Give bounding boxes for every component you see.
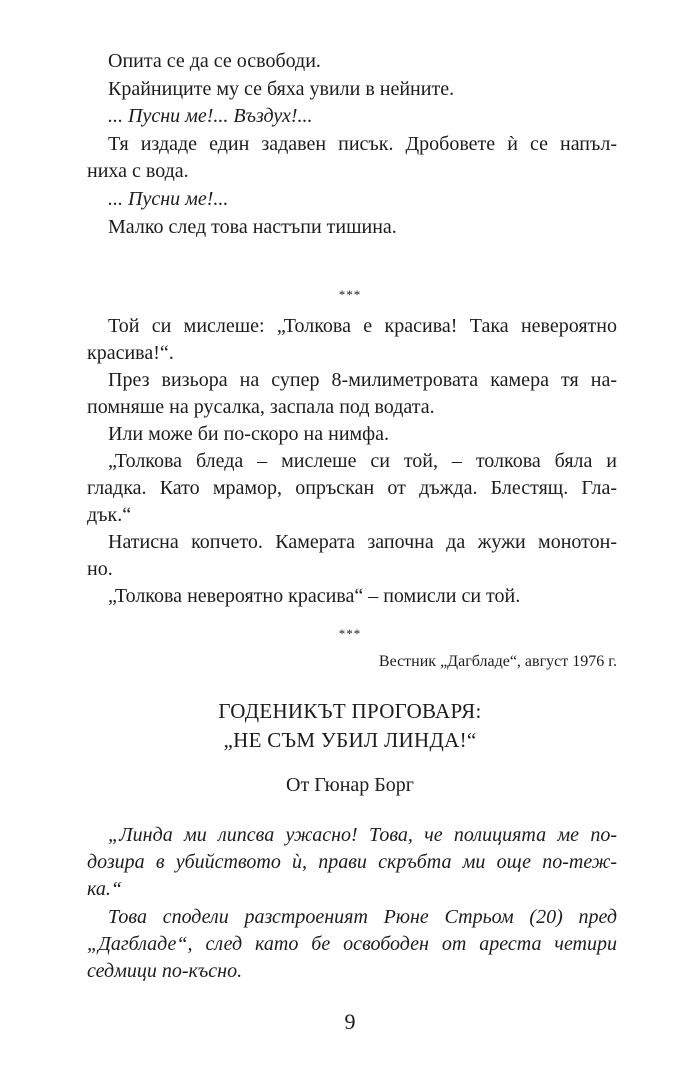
text-line: Опита се да се освободи. <box>108 50 321 72</box>
text-line: Малко след това настъпи тишина. <box>108 216 397 238</box>
newspaper-source: Вестник „Дагбладе“, август 1976 г. <box>378 653 617 670</box>
text-line: Или може би по-скоро на нимфа. <box>108 423 390 445</box>
section-separator: *** <box>338 626 362 641</box>
text-line: „Линда ми липсва ужасно! Това, че полицията ме по- <box>108 824 617 846</box>
text-line: ... Пусни ме!... Въздух!... <box>108 105 313 127</box>
headline-line-1: ГОДЕНИКЪТ ПРОГОВАРЯ: <box>218 699 482 723</box>
text-line: дозира в убийството ѝ, прави скръбта ми още по-теж- <box>87 851 617 873</box>
text-line: „Дагбладе“, след като бе освободен от ареста четири <box>87 933 617 955</box>
text-line: седмици по-късно. <box>87 960 243 982</box>
text-line: Той си мислеше: „Толкова е красива! Така невероятно <box>108 315 617 337</box>
text-line: „Толкова бледа – мислеше си той, – толкова бяла и <box>108 450 617 472</box>
text-line: „Толкова невероятно красива“ – помисли си той. <box>108 585 521 607</box>
text-line: красива!“. <box>87 342 174 364</box>
text-line: Крайниците му се бяха увили в нейните. <box>108 78 455 100</box>
byline: От Гюнар Борг <box>286 774 414 796</box>
headline-line-2: „НЕ СЪМ УБИЛ ЛИНДА!“ <box>223 728 477 752</box>
text-line: Натисна копчето. Камерата започна да жужи монотон- <box>108 531 617 553</box>
text-line: Това сподели разстроеният Рюне Стрьом (20) пред <box>108 906 617 928</box>
text-line: През визьора на супер 8-милиметровата камера тя на- <box>108 369 617 391</box>
text-line: гладка. Като мрамор, опръскан от дъжда. Блестящ. Гла- <box>87 477 617 499</box>
section-separator: *** <box>338 287 362 302</box>
text-line: Тя издаде един задавен писък. Дробовете ѝ се напъл- <box>108 133 617 155</box>
text-line: но. <box>87 558 113 580</box>
text-line: ка.“ <box>87 878 122 900</box>
text-line: помняше на русалка, заспала под водата. <box>87 396 435 418</box>
text-line: дък.“ <box>87 504 132 526</box>
page-number: 9 <box>344 1009 356 1034</box>
text-line: ниха с вода. <box>87 160 189 182</box>
text-line: ... Пусни ме!... <box>108 188 229 210</box>
